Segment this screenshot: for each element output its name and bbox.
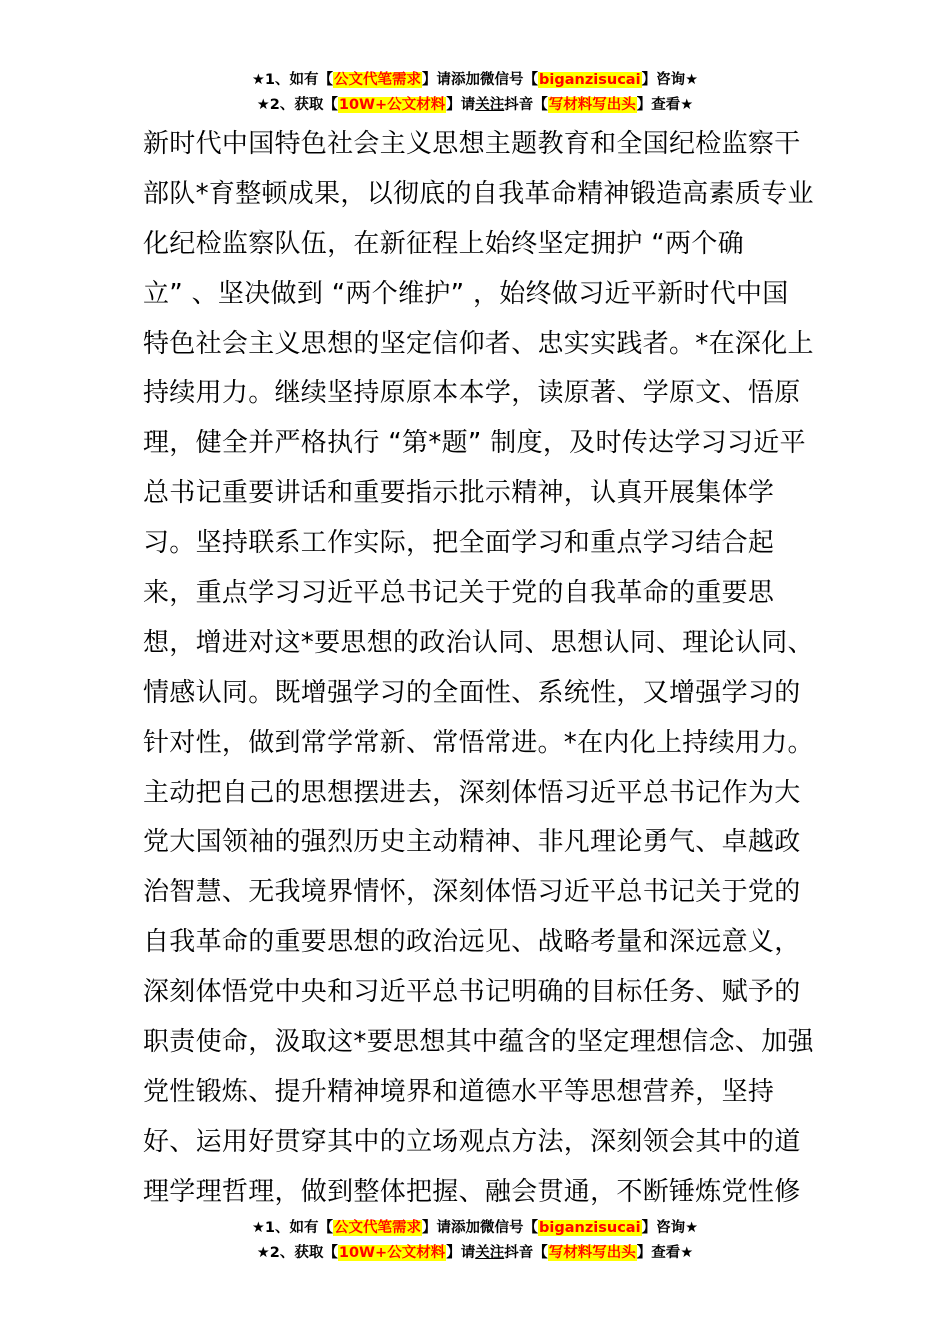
banner-highlight: 写材料写出头: [548, 97, 636, 113]
body-line: 主动把自己的思想摆进去，深刻体悟习近平总书记作为大: [143, 777, 801, 808]
body-line: 立” 、坚决做到 “两个维护” ，始终做习近平新时代中国: [143, 278, 789, 309]
banner-highlight: 10W+公文材料: [338, 97, 446, 113]
banner-text: 】查看★: [636, 97, 694, 113]
document-body: [143, 120, 813, 1218]
banner-text: ★2、获取【: [256, 97, 338, 113]
banner-text: 抖音【: [504, 1245, 548, 1261]
body-line: 党性锻炼、提升精神境界和道德水平等思想营养，坚持: [143, 1076, 775, 1107]
banner-text: 添加: [451, 72, 481, 88]
body-line: 化纪检监察队伍，在新征程上始终坚定拥护 “两个确: [143, 228, 744, 259]
banner-line-2: [0, 1243, 950, 1268]
banner-text: 添加: [451, 1220, 481, 1236]
banner-text: 】请: [422, 1220, 452, 1236]
banner-text: 关注: [475, 1245, 505, 1261]
banner-line-1: [0, 1218, 950, 1243]
banner-text: 】请: [446, 1245, 476, 1261]
banner-text: ★1、如有【: [251, 72, 334, 88]
banner-text: ★1、如有【: [251, 1220, 334, 1236]
body-line: 治智慧、无我境界情怀，深刻体悟习近平总书记关于党的: [143, 877, 801, 908]
banner-highlight: biganzisucai: [539, 72, 641, 88]
banner-text: 抖音【: [504, 97, 548, 113]
body-line: 职责使命，汲取这*要思想其中蕴含的坚定理想信念、加强: [143, 1027, 814, 1058]
banner-line-1: [0, 70, 950, 95]
body-line: 针对性，做到常学常新、常悟常进。*在内化上持续用力。: [143, 727, 814, 758]
body-line: 理学理哲理，做到整体把握、融会贯通，不断锤炼党性修: [143, 1176, 801, 1207]
banner-text: 】咨询★: [641, 1220, 699, 1236]
banner-highlight: 10W+公文材料: [338, 1245, 446, 1261]
body-line: 想，增进对这*要思想的政治认同、思想认同、理论认同、: [143, 627, 814, 658]
banner-text: ★2、获取【: [256, 1245, 338, 1261]
banner-text: 关注: [475, 97, 505, 113]
body-line: 自我革命的重要思想的政治远见、战略考量和深远意义，: [143, 927, 801, 958]
banner-highlight: 公文代笔需求: [334, 1220, 422, 1236]
banner-text: 微信号【: [480, 72, 539, 88]
body-line: 来，重点学习习近平总书记关于党的自我革命的重要思: [143, 578, 775, 609]
banner-highlight: biganzisucai: [539, 1220, 641, 1236]
body-line: 情感认同。既增强学习的全面性、系统性，又增强学习的: [143, 677, 801, 708]
body-line: 理，健全并严格执行 “第*题” 制度，及时传达学习习近平: [143, 428, 806, 459]
body-line: 深刻体悟党中央和习近平总书记明确的目标任务、赋予的: [143, 977, 801, 1008]
banner-highlight: 写材料写出头: [548, 1245, 636, 1261]
body-line: 部队*育整顿成果，以彻底的自我革命精神锻造高素质专业: [143, 178, 814, 209]
body-line: 特色社会主义思想的坚定信仰者、忠实实践者。*在深化上: [143, 328, 814, 359]
banner-text: 】查看★: [636, 1245, 694, 1261]
body-line: 总书记重要讲话和重要指示批示精神，认真开展集体学: [143, 478, 775, 509]
body-line: 好、运用好贯穿其中的立场观点方法，深刻领会其中的道: [143, 1126, 801, 1157]
body-line: 习。坚持联系工作实际，把全面学习和重点学习结合起: [143, 528, 775, 559]
footer-banner: [0, 1218, 950, 1268]
body-line: 党大国领袖的强烈历史主动精神、非凡理论勇气、卓越政: [143, 827, 801, 858]
banner-text: 微信号【: [480, 1220, 539, 1236]
banner-highlight: 公文代笔需求: [334, 72, 422, 88]
body-line: 持续用力。继续坚持原原本本学，读原著、学原文、悟原: [143, 378, 801, 409]
banner-text: 】请: [422, 72, 452, 88]
banner-line-2: [0, 95, 950, 120]
banner-text: 】咨询★: [641, 72, 699, 88]
body-line: 新时代中国特色社会主义思想主题教育和全国纪检监察干: [143, 129, 801, 159]
banner-text: 】请: [446, 97, 476, 113]
header-banner: [0, 70, 950, 120]
